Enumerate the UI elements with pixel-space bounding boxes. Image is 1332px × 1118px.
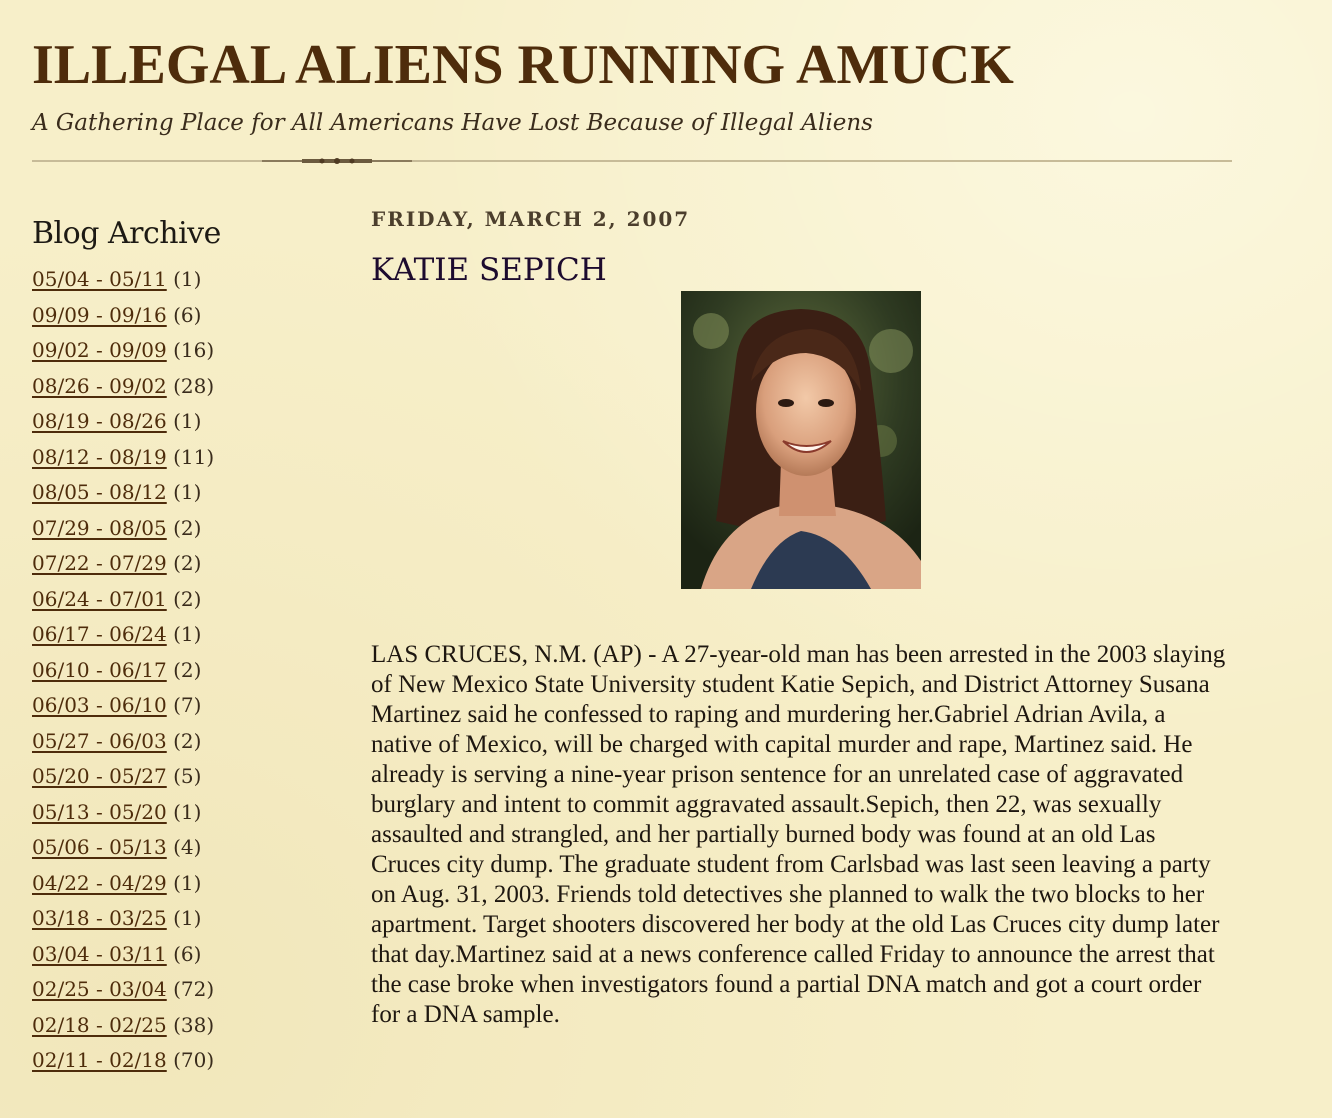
- archive-item: [32, 866, 322, 902]
- archive-link[interactable]: 06/17 - 06/24: [32, 622, 167, 646]
- post-body: LAS CRUCES, N.M. (AP) - A 27-year-old man has been arrested in the 2003 slaying of New Mexico State University student Katie Sepich, and District Attorney Susana Martinez said he confessed to raping and murdering her.Gabriel Adrian Avila, a native of Mexico, will be charged with capital murder and rape, Martinez said. He already is serving a nine-year prison sentence for an unrelated case of aggravated burglary and intent to commit aggravated assault.Sepich, then 22, was sexually assaulted and strangled, and her partially burned body was found at an old Las Cruces city dump. The graduate student from Carlsbad was last seen leaving a party on Aug. 31, 2003. Friends told detectives she planned to walk the two blocks to her apartment. Target shooters discovered her body at the old Las Cruces city dump later that day.Martinez said at a news conference called Friday to announce the arrest that the case broke when investigators found a partial DNA match and got a court order for a DNA sample.: [371, 641, 1226, 1028]
- main-content: [371, 202, 1231, 1028]
- archive-count: (2): [173, 657, 202, 682]
- archive-link[interactable]: 08/12 - 08/19: [32, 444, 167, 469]
- archive-count: (1): [173, 267, 202, 291]
- archive-link[interactable]: 02/18 - 02/25: [32, 1012, 167, 1037]
- archive-item: [32, 937, 322, 973]
- portrait-image: [681, 291, 921, 589]
- sidebar: [32, 212, 322, 1079]
- archive-count: (1): [173, 870, 202, 895]
- archive-count: (1): [173, 409, 202, 433]
- archive-item: [32, 972, 322, 1008]
- archive-item: [32, 546, 322, 582]
- archive-link[interactable]: 05/27 - 06/03: [32, 728, 167, 753]
- archive-link[interactable]: 06/03 - 06/10: [32, 693, 167, 717]
- archive-item: [32, 582, 322, 618]
- archive-item: [32, 404, 322, 440]
- archive-link[interactable]: 02/11 - 02/18: [32, 1048, 167, 1072]
- archive-count: (5): [173, 764, 202, 788]
- archive-count: (1): [173, 480, 202, 504]
- archive-link[interactable]: 09/02 - 09/09: [32, 338, 167, 362]
- archive-item: [32, 369, 322, 405]
- archive-count: (6): [173, 941, 202, 966]
- archive-link[interactable]: 07/22 - 07/29: [32, 551, 167, 575]
- post-photo[interactable]: [681, 291, 921, 589]
- blog-archive-heading: Blog Archive: [32, 216, 221, 251]
- archive-link[interactable]: 06/24 - 07/01: [32, 586, 167, 611]
- archive-link[interactable]: 08/05 - 08/12: [32, 480, 167, 504]
- archive-item: [32, 511, 322, 547]
- archive-link[interactable]: 04/22 - 04/29: [32, 870, 167, 895]
- archive-count: (11): [173, 444, 215, 469]
- archive-count: (1): [173, 622, 202, 646]
- archive-link[interactable]: 08/19 - 08/26: [32, 409, 167, 433]
- archive-count: (38): [173, 1012, 215, 1037]
- blog-title[interactable]: ILLEGAL ALIENS RUNNING AMUCK: [32, 34, 1014, 96]
- archive-item: [32, 830, 322, 866]
- archive-link[interactable]: 07/29 - 08/05: [32, 515, 167, 540]
- blog-header: [32, 30, 1232, 138]
- archive-link[interactable]: 06/10 - 06/17: [32, 657, 167, 682]
- archive-count: (16): [173, 338, 215, 362]
- archive-count: (2): [173, 586, 202, 611]
- archive-count: (4): [173, 835, 202, 859]
- post-title[interactable]: KATIE SEPICH: [371, 252, 607, 288]
- archive-link[interactable]: 05/20 - 05/27: [32, 764, 167, 788]
- header-divider: [32, 158, 1232, 164]
- divider-ornament-icon: [262, 158, 412, 164]
- archive-item: [32, 759, 322, 795]
- archive-count: (2): [173, 515, 202, 540]
- archive-item: [32, 262, 322, 298]
- archive-link[interactable]: 05/13 - 05/20: [32, 799, 167, 824]
- archive-item: [32, 333, 322, 369]
- archive-count: (2): [173, 728, 202, 753]
- archive-count: (70): [173, 1048, 215, 1072]
- archive-item: [32, 1043, 322, 1079]
- archive-item: [32, 617, 322, 653]
- archive-list: [32, 262, 322, 1079]
- archive-item: [32, 724, 322, 760]
- archive-link[interactable]: 08/26 - 09/02: [32, 373, 167, 398]
- archive-count: (2): [173, 551, 202, 575]
- archive-count: (6): [173, 302, 202, 327]
- archive-link[interactable]: 05/06 - 05/13: [32, 835, 167, 859]
- blog-description: A Gathering Place for All Americans Have Lost Because of Illegal Aliens: [32, 110, 873, 136]
- archive-item: [32, 795, 322, 831]
- archive-item: [32, 688, 322, 724]
- archive-link[interactable]: 02/25 - 03/04: [32, 977, 167, 1001]
- archive-count: (28): [173, 373, 215, 398]
- archive-count: (72): [173, 977, 215, 1001]
- archive-item: [32, 1008, 322, 1044]
- archive-item: [32, 475, 322, 511]
- archive-item: [32, 298, 322, 334]
- post-date: FRIDAY, MARCH 2, 2007: [371, 207, 691, 231]
- archive-count: (1): [173, 906, 202, 930]
- archive-item: [32, 901, 322, 937]
- archive-link[interactable]: 03/04 - 03/11: [32, 941, 167, 966]
- archive-link[interactable]: 03/18 - 03/25: [32, 906, 167, 930]
- archive-count: (7): [173, 693, 202, 717]
- archive-link[interactable]: 05/04 - 05/11: [32, 267, 167, 291]
- archive-count: (1): [173, 799, 202, 824]
- archive-link[interactable]: 09/09 - 09/16: [32, 302, 167, 327]
- archive-item: [32, 653, 322, 689]
- archive-item: [32, 440, 322, 476]
